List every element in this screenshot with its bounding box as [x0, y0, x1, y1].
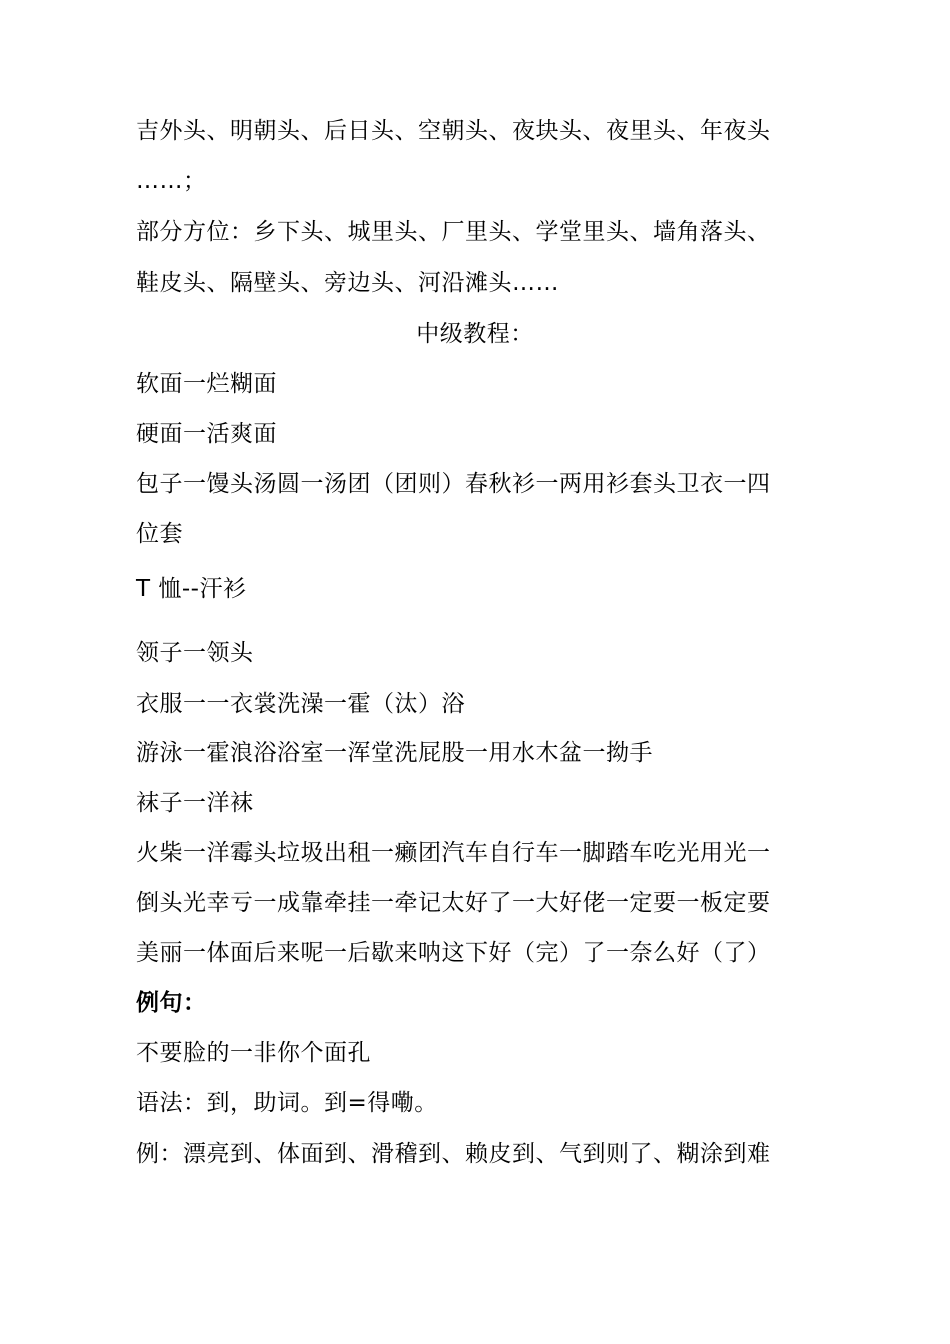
heading-example-sentences: 例句：	[136, 990, 207, 1016]
text-line-matches-cont: 倒头光幸亏一成靠牵挂一牵记太好了一大好佬一定要一板定要	[136, 890, 771, 916]
text-line-location-words-cont: 鞋皮头、隔壁头、旁边头、河沿滩头……	[136, 270, 559, 296]
text-line-baozi: 包子一馒头汤圆一汤团（团则）春秋衫一两用衫套头卫衣一四	[136, 471, 771, 497]
text-line-time-words: 吉外头、明朝头、后日头、空朝头、夜块头、夜里头、年夜头	[136, 118, 771, 144]
text-line-beautiful: 美丽一体面后来呢一后歇来呐这下好（完）了一奈么好（了）	[136, 940, 771, 966]
text-line-hard-noodle: 硬面一活爽面	[136, 421, 277, 447]
text-line-matches: 火柴一洋霉头垃圾出租一癞团汽车自行车一脚踏车吃光用光一	[136, 840, 771, 866]
text-line-swimming: 游泳一霍浪浴浴室一浑堂洗屁股一用水木盆一拗手	[136, 740, 653, 766]
text-line-examples: 例：漂亮到、体面到、滑稽到、赖皮到、气到则了、糊涂到难	[136, 1141, 771, 1167]
section-heading-intermediate: 中级教程：	[416, 321, 534, 347]
text-line-socks: 袜子一洋袜	[136, 790, 254, 816]
text-line-collar: 领子一领头	[136, 640, 254, 666]
text-line-soft-noodle: 软面一烂糊面	[136, 371, 277, 397]
text-line-shameless: 不要脸的一非你个面孔	[136, 1040, 371, 1066]
text-line-location-words: 部分方位：乡下头、城里头、厂里头、学堂里头、墙角落头、	[136, 219, 771, 245]
text-line-tshirt: T 恤--汗衫	[136, 576, 247, 602]
text-line-baozi-cont: 位套	[136, 521, 183, 547]
text-line-grammar: 语法：到，助词。到=得嘞。	[136, 1090, 438, 1116]
text-line-clothes: 衣服一一衣裳洗澡一霍（汰）浴	[136, 691, 465, 717]
text-line-ellipsis: ……；	[136, 168, 207, 194]
